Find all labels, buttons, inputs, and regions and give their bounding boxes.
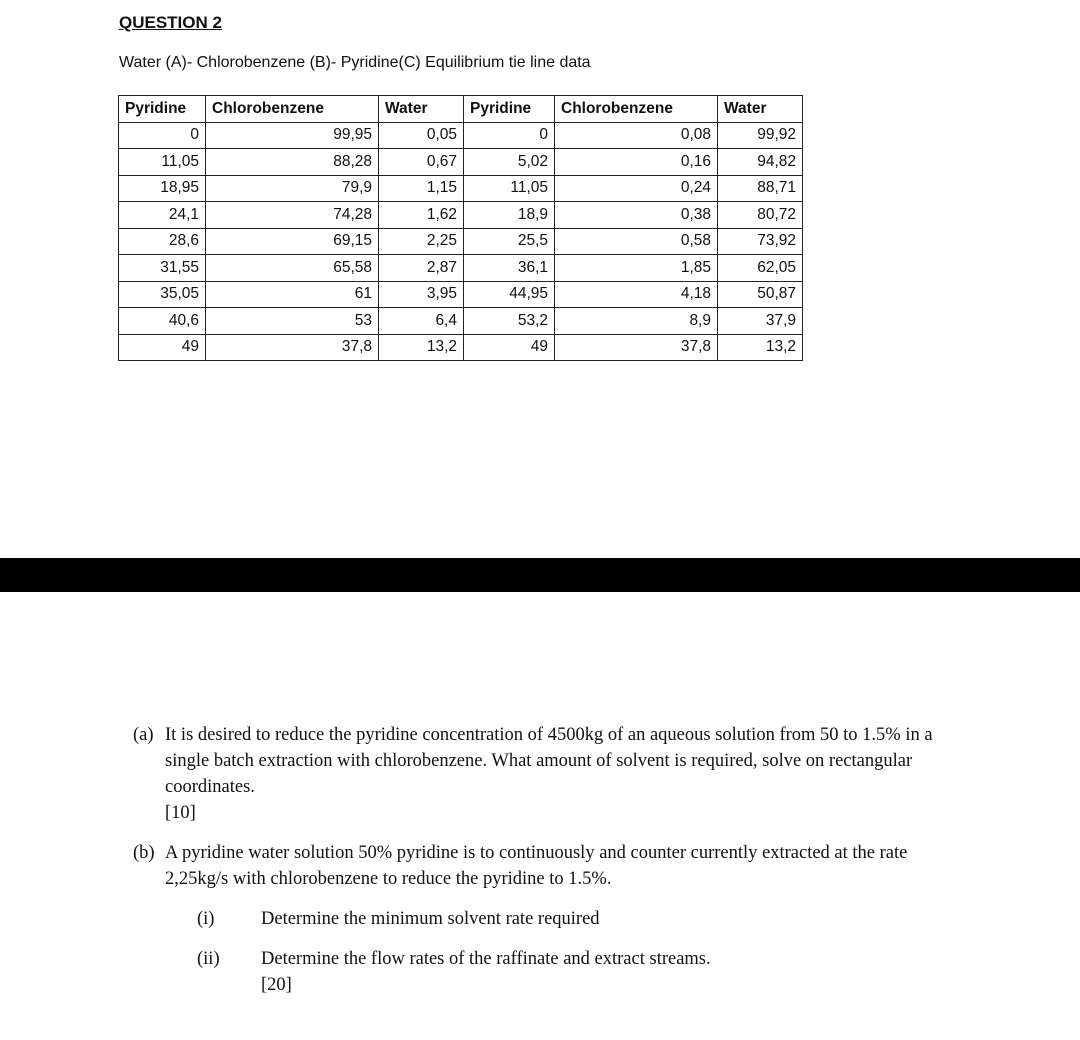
table-cell: 0,38 — [555, 202, 718, 229]
black-separator-band — [0, 558, 1080, 592]
header-chlorobenzene-extract: Chlorobenzene — [555, 96, 718, 123]
table-cell: 88,71 — [718, 175, 803, 202]
header-water-raffinate: Water — [379, 96, 464, 123]
table-cell: 18,95 — [119, 175, 206, 202]
table-row — [119, 308, 803, 335]
table-cell: 74,28 — [206, 202, 379, 229]
sub-i-label: (i) — [197, 909, 215, 929]
table-row — [119, 281, 803, 308]
table-cell: 5,02 — [464, 149, 555, 176]
table-row — [119, 255, 803, 282]
table-row — [119, 228, 803, 255]
sub-ii-text: Determine the flow rates of the raffinate and extract streams. — [261, 949, 711, 969]
table-cell: 65,58 — [206, 255, 379, 282]
table-cell: 31,55 — [119, 255, 206, 282]
part-b-label: (b) — [133, 843, 155, 863]
table-body — [119, 122, 803, 361]
part-a-text: It is desired to reduce the pyridine concentration of 4500kg of an aqueous solution from 50 to 1.5% in a single batch extraction with chlorobenzene. What amount of solvent is required, solve on rectangular coordinates. — [165, 725, 933, 797]
table-cell: 8,9 — [555, 308, 718, 335]
table-cell: 1,85 — [555, 255, 718, 282]
part-a-label: (a) — [133, 725, 154, 745]
table-cell: 35,05 — [119, 281, 206, 308]
table-cell: 49 — [464, 334, 555, 361]
table-cell: 94,82 — [718, 149, 803, 176]
table-cell: 4,18 — [555, 281, 718, 308]
part-b — [133, 840, 953, 998]
table-cell: 13,2 — [379, 334, 464, 361]
sub-i-text: Determine the minimum solvent rate required — [261, 909, 600, 929]
table-cell: 0,58 — [555, 228, 718, 255]
table-cell: 13,2 — [718, 334, 803, 361]
part-a — [133, 722, 953, 826]
tie-line-table — [118, 95, 803, 361]
table-cell: 79,9 — [206, 175, 379, 202]
table-cell: 0,05 — [379, 122, 464, 149]
header-water-extract: Water — [718, 96, 803, 123]
table-caption: Water (A)- Chlorobenzene (B)- Pyridine(C) Equilibrium tie line data — [119, 54, 591, 71]
table-cell: 99,95 — [206, 122, 379, 149]
table-row — [119, 334, 803, 361]
table-cell: 6,4 — [379, 308, 464, 335]
part-b-marks: [20] — [261, 975, 292, 995]
table-cell: 99,92 — [718, 122, 803, 149]
table-cell: 53,2 — [464, 308, 555, 335]
table-cell: 0,08 — [555, 122, 718, 149]
table-cell: 73,92 — [718, 228, 803, 255]
table-cell: 11,05 — [119, 149, 206, 176]
header-pyridine-raffinate: Pyridine — [119, 96, 206, 123]
table-cell: 0 — [119, 122, 206, 149]
table-row — [119, 149, 803, 176]
table-cell: 69,15 — [206, 228, 379, 255]
table-header-row — [119, 96, 803, 123]
table-cell: 0,67 — [379, 149, 464, 176]
table-cell: 62,05 — [718, 255, 803, 282]
question-parts — [133, 722, 953, 998]
table-cell: 40,6 — [119, 308, 206, 335]
table-row — [119, 202, 803, 229]
table-cell: 61 — [206, 281, 379, 308]
table-row — [119, 122, 803, 149]
table-cell: 37,8 — [206, 334, 379, 361]
table-row — [119, 175, 803, 202]
table-cell: 80,72 — [718, 202, 803, 229]
table-cell: 49 — [119, 334, 206, 361]
part-b-sub-ii — [165, 946, 953, 998]
header-pyridine-extract: Pyridine — [464, 96, 555, 123]
table-cell: 37,8 — [555, 334, 718, 361]
table-cell: 18,9 — [464, 202, 555, 229]
question-title: QUESTION 2 — [119, 13, 222, 32]
table-cell: 0 — [464, 122, 555, 149]
table-cell: 37,9 — [718, 308, 803, 335]
table-cell: 11,05 — [464, 175, 555, 202]
table-cell: 3,95 — [379, 281, 464, 308]
table-cell: 0,16 — [555, 149, 718, 176]
table-cell: 50,87 — [718, 281, 803, 308]
table-cell: 28,6 — [119, 228, 206, 255]
part-a-marks: [10] — [165, 803, 196, 823]
table-cell: 53 — [206, 308, 379, 335]
table-cell: 2,87 — [379, 255, 464, 282]
table-cell: 24,1 — [119, 202, 206, 229]
part-b-sub-i — [165, 906, 953, 932]
table-cell: 25,5 — [464, 228, 555, 255]
table-cell: 44,95 — [464, 281, 555, 308]
sub-ii-label: (ii) — [197, 949, 220, 969]
table-cell: 0,24 — [555, 175, 718, 202]
header-chlorobenzene-raffinate: Chlorobenzene — [206, 96, 379, 123]
table-cell: 36,1 — [464, 255, 555, 282]
table-cell: 1,62 — [379, 202, 464, 229]
table-cell: 88,28 — [206, 149, 379, 176]
table-cell: 1,15 — [379, 175, 464, 202]
part-b-text: A pyridine water solution 50% pyridine is to continuously and counter currently extracted at the rate 2,25kg/s with chlorobenzene to reduce the pyridine to 1.5%. — [165, 843, 908, 889]
table-cell: 2,25 — [379, 228, 464, 255]
